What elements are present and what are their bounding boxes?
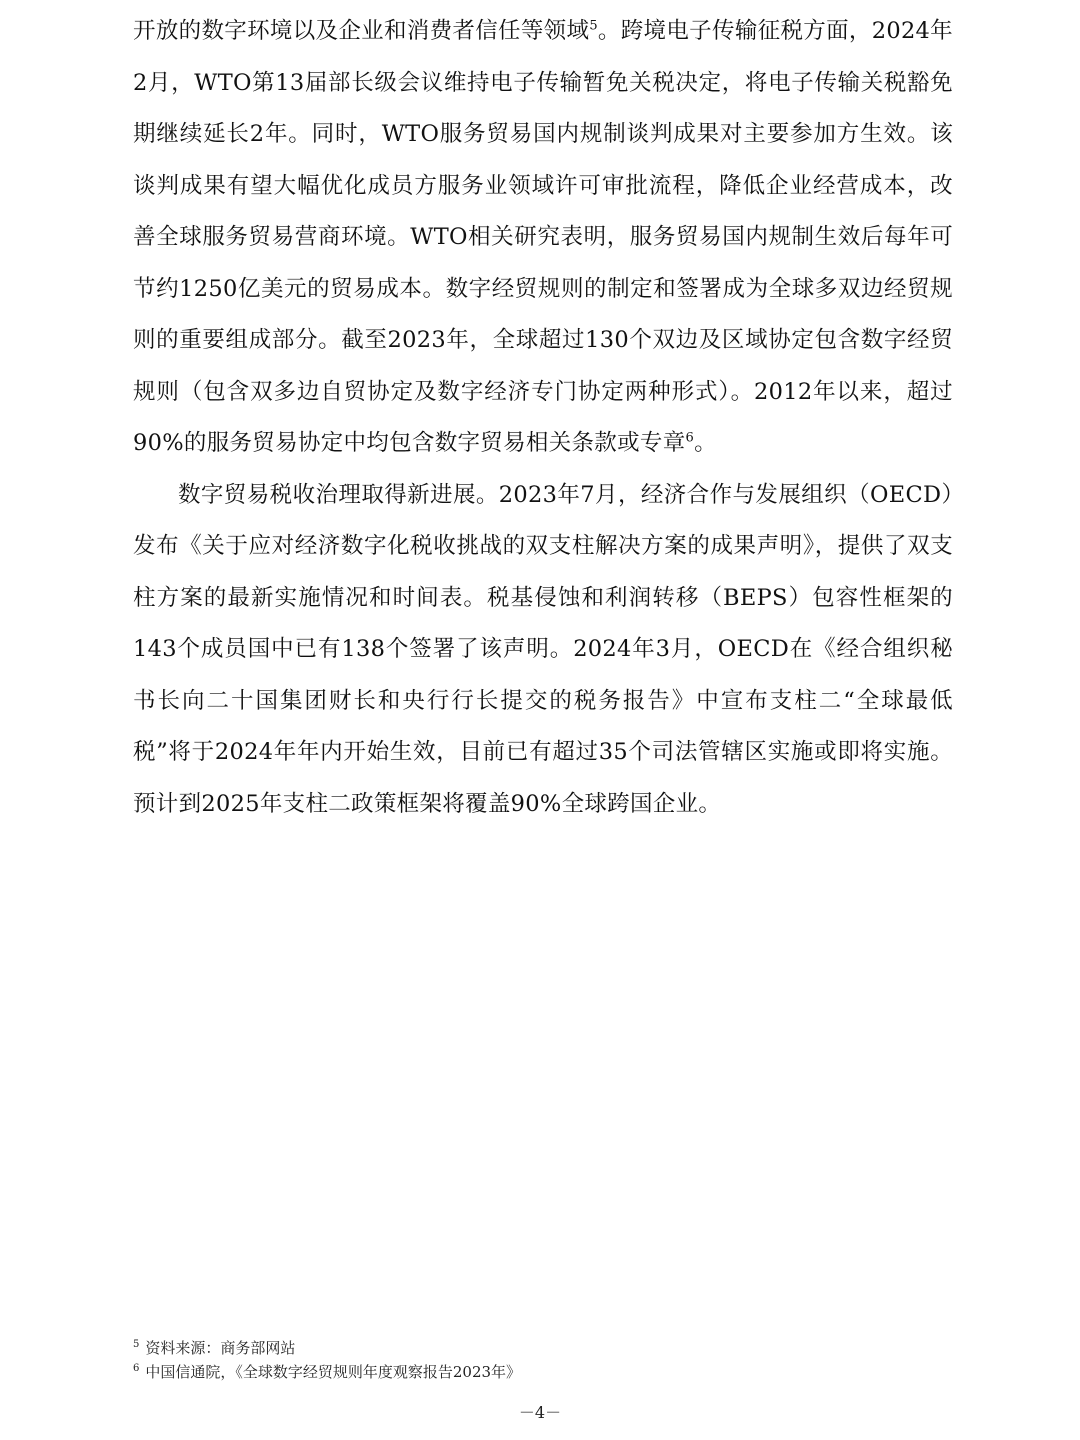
footnote-6-text: 中国信通院，《全球数字经贸规则年度观察报告2023年》 (145, 1363, 522, 1381)
paragraph-2 (133, 470, 953, 831)
footnote-5-text: 资料来源：商务部网站 (145, 1339, 296, 1357)
footnote-6 (133, 1360, 953, 1384)
paragraph-1-text-a: 开放的数字环境以及企业和消费者信任等领域 (133, 18, 590, 44)
footnote-marker-5: 5 (133, 1339, 140, 1350)
footnote-reference-6[interactable]: 6 (685, 430, 695, 446)
body-text (133, 6, 953, 830)
paragraph-1-text-c: 。 (694, 430, 717, 456)
footnote-reference-5[interactable]: 5 (589, 18, 598, 34)
paragraph-2-text: 数字贸易税收治理取得新进展。2023年7月，经济合作与发展组织（OECD）发布《关于应对经济数字化税收挑战的双支柱解决方案的成果声明》，提供了双支柱方案的最新实施情况和时间表。税基侵蚀和利润转移（BEPS）包容性框架的143个成员国中已有138个签署了该声明。2024年3月，OECD在《经合组织秘书长向二十国集团财长和央行行长提交的税务报告》中宣布支柱二“全球最低税”将于2024年年内开始生效，目前已有超过35个司法管辖区实施或即将实施。预计到2025年支柱二政策框架将覆盖90%全球跨国企业。 (133, 481, 953, 817)
footnote-marker-6: 6 (133, 1363, 140, 1374)
paragraph-1-text-b: 。跨境电子传输征税方面，2024年2月，WTO第13届部长级会议维持电子传输暂免关税决定，将电子传输关税豁免期继续延长2年。同时，WTO服务贸易国内规制谈判成果对主要参加方生效。该谈判成果有望大幅优化成员方服务业领域许可审批流程，降低企业经营成本，改善全球服务贸易营商环境。WTO相关研究表明，服务贸易国内规制生效后每年可节约1250亿美元的贸易成本。数字经贸规则的制定和签署成为全球多双边经贸规则的重要组成部分。截至2023年，全球超过130个双边及区域协定包含数字经贸规则（包含双多边自贸协定及数字经济专门协定两种形式）。2012年以来，超过90%的服务贸易协定中均包含数字贸易相关条款或专章 (133, 18, 953, 456)
page-number: －4－ (518, 1403, 562, 1422)
footnotes (133, 1336, 953, 1384)
paragraph-1 (133, 6, 953, 470)
footnote-5 (133, 1336, 953, 1360)
